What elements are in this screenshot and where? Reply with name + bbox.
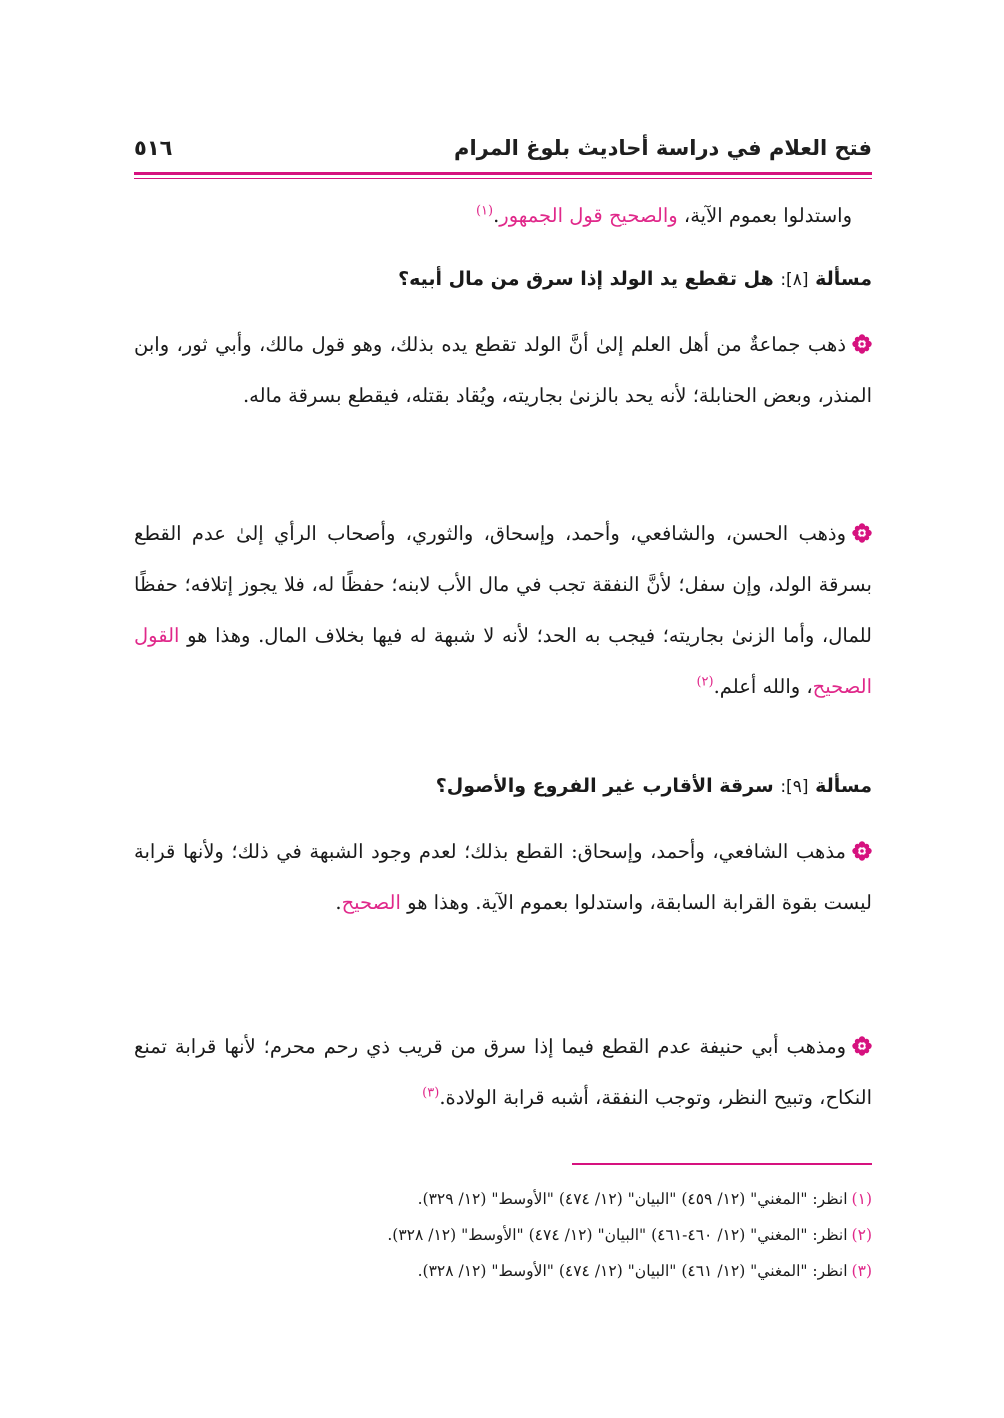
paragraph-text: واستدلوا بعموم الآية، xyxy=(677,204,852,227)
highlight-text: والصحيح قول الجمهور xyxy=(499,204,678,227)
footnote-text: انظر: "المغني" (١٢/ ٤٥٩) "البيان" (١٢/ ٤٧٤) "الأوسط" (١٢/ ٣٢٩). xyxy=(417,1190,848,1208)
footnote-text: انظر: "المغني" (١٢/ ٤٦٠-٤٦١) "البيان" (١٢/ ٤٧٤) "الأوسط" (١٢/ ٣٢٨). xyxy=(387,1226,848,1244)
footnote-ref-3[interactable]: (٣) xyxy=(422,1085,440,1101)
paragraph-end: . xyxy=(493,204,500,227)
paragraph-intro xyxy=(134,190,872,241)
footnote-2 xyxy=(134,1220,872,1250)
footnote-ref-2[interactable]: (٢) xyxy=(696,674,714,690)
footnote-mark: (٣) xyxy=(851,1262,872,1280)
footnote-text: انظر: "المغني" (١٢/ ٤٦١) "البيان" (١٢/ ٤٧٤) "الأوسط" (١٢/ ٣٢٨). xyxy=(417,1262,848,1280)
heading-question: هل تقطع يد الولد إذا سرق من مال أبيه؟ xyxy=(398,268,781,290)
paragraph-4 xyxy=(134,1021,872,1123)
header-rule-thick xyxy=(134,172,872,175)
footnote-mark: (٢) xyxy=(851,1226,872,1244)
section-heading-8 xyxy=(134,259,872,300)
section-heading-9 xyxy=(134,766,872,807)
header-rule-thin xyxy=(134,178,872,179)
heading-label: مسألة xyxy=(808,775,872,797)
footnote-3 xyxy=(134,1256,872,1286)
running-header xyxy=(134,128,872,168)
paragraph-end: . xyxy=(335,891,342,914)
page-number: ٥١٦ xyxy=(134,136,173,160)
footnote-ref-1[interactable]: (١) xyxy=(475,203,494,219)
heading-question: سرقة الأقارب غير الفروع والأصول؟ xyxy=(435,775,781,797)
highlight-text: الصحيح xyxy=(341,891,401,914)
paragraph-3 xyxy=(134,826,872,928)
paragraph-text: وذهب الحسن، والشافعي، وأحمد، وإسحاق، والثوري، وأصحاب الرأي إلىٰ عدم القطع بسرقة الولد، وإن سفل؛ لأنَّ النفقة تجب في مال الأب لابنه؛ حفظًا له، فلا يجوز إتلافه؛ حفظًا للمال، وأما الزنىٰ بجاريته؛ فيجب به الحد؛ لأنه لا شبهة له فيها بخلاف المال. وهذا هو xyxy=(134,522,872,647)
heading-label: مسألة xyxy=(808,268,872,290)
flower-ornament-icon xyxy=(852,523,872,543)
paragraph-1 xyxy=(134,319,872,421)
flower-ornament-icon xyxy=(852,1036,872,1056)
flower-ornament-icon xyxy=(852,334,872,354)
paragraph-text: ذهب جماعةٌ من أهل العلم إلىٰ أنَّ الولد تقطع يده بذلك، وهو قول مالك، وأبي ثور، وابن المنذر، وبعض الحنابلة؛ لأنه يحد بالزنىٰ بجاريته، ويُقاد بقتله، فيقطع بسرقة ماله. xyxy=(134,333,872,407)
highlight-text: القول الصحيح xyxy=(134,624,872,698)
footnote-mark: (١) xyxy=(851,1190,872,1208)
heading-number: [٩]: xyxy=(780,777,809,797)
paragraph-2 xyxy=(134,508,872,712)
book-title: فتح العلام في دراسة أحاديث بلوغ المرام xyxy=(454,136,872,160)
footnote-separator xyxy=(572,1163,872,1165)
paragraph-end: ، والله أعلم. xyxy=(713,675,813,698)
flower-ornament-icon xyxy=(852,841,872,861)
footnote-1 xyxy=(134,1184,872,1214)
heading-number: [٨]: xyxy=(780,270,809,290)
paragraph-text: ومذهب أبي حنيفة عدم القطع فيما إذا سرق من قريب ذي رحم محرم؛ لأنها قرابة تمنع النكاح، وتبيح النظر، وتوجب النفقة، أشبه قرابة الولادة. xyxy=(134,1035,872,1109)
paragraph-text: مذهب الشافعي، وأحمد، وإسحاق: القطع بذلك؛ لعدم وجود الشبهة في ذلك؛ ولأنها قرابة ليست بقوة القرابة السابقة، واستدلوا بعموم الآية. وهذا هو xyxy=(134,840,872,914)
